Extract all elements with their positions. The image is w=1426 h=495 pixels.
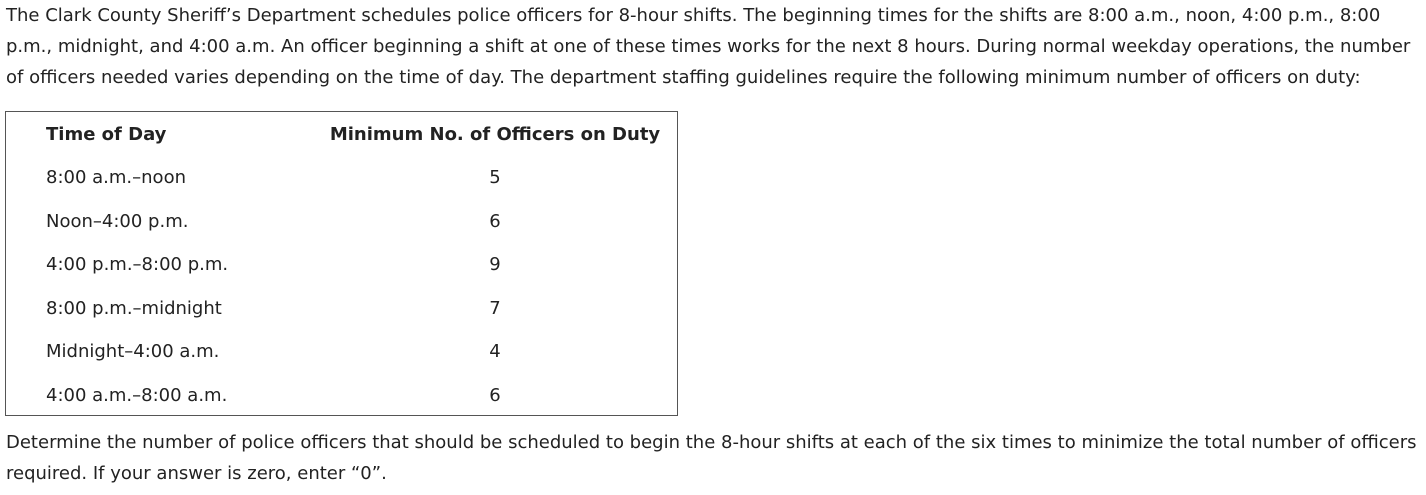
row-time: Midnight–4:00 a.m. xyxy=(46,341,220,363)
header-min-officers: Minimum No. of Officers on Duty xyxy=(329,123,661,145)
table-row xyxy=(46,243,675,287)
intro-paragraph: The Clark County Sheriff’s Department schedules police officers for 8-hour shifts. The beginning times for the shifts are 8:00 a.m., noon, 4:00 p.m., 8:00 p.m., midnight, and 4:00 a.m. An officer beginning a shift at one of these times works for the next 8 hours. During normal weekday operations, the number of officers needed varies depending on the time of day. The department staffing guidelines require the following minimum number of officers on duty: xyxy=(6,5,1411,88)
row-time: 4:00 a.m.–8:00 a.m. xyxy=(46,384,228,406)
row-officers: 5 xyxy=(489,167,501,189)
table-row xyxy=(46,374,675,418)
row-officers: 9 xyxy=(489,254,501,276)
header-time-of-day: Time of Day xyxy=(46,123,167,145)
row-time: 8:00 a.m.–noon xyxy=(46,167,186,189)
row-officers: 6 xyxy=(489,210,501,232)
row-officers: 7 xyxy=(489,297,501,319)
table-row xyxy=(46,287,675,331)
table-row xyxy=(46,330,675,374)
staffing-table xyxy=(46,112,675,417)
row-time: Noon–4:00 p.m. xyxy=(46,210,189,232)
staffing-table-box xyxy=(5,111,678,416)
row-officers: 4 xyxy=(489,341,501,363)
table-row xyxy=(46,156,675,200)
question-paragraph: Determine the number of police officers that should be scheduled to begin the 8-hour shifts at each of the six times to minimize the total number of officers required. If your answer is zero, enter “0”. xyxy=(6,432,1417,484)
row-officers: 6 xyxy=(489,384,501,406)
row-time: 4:00 p.m.–8:00 p.m. xyxy=(46,254,229,276)
row-time: 8:00 p.m.–midnight xyxy=(46,297,222,319)
table-row xyxy=(46,200,675,244)
table-header-row xyxy=(46,112,675,156)
